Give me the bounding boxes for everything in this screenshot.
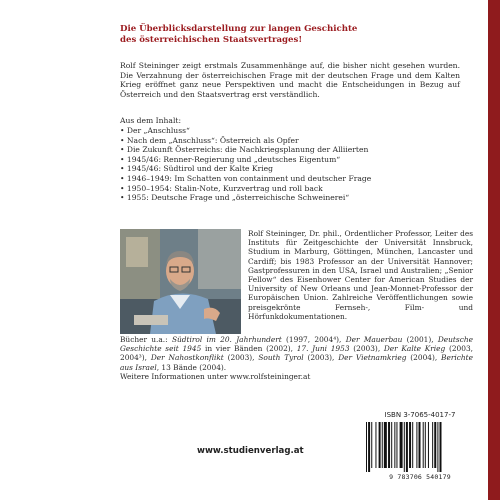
author-photo-illustration bbox=[120, 229, 241, 334]
list-item: • Die Zukunft Österreichs: die Nachkriegsplanung der Alliierten bbox=[120, 145, 369, 155]
book-title: 17. Juni 1953 bbox=[296, 344, 350, 354]
book-year: (1997, 2004⁴), bbox=[281, 335, 346, 344]
ean-digits: 9 783706 540179 bbox=[389, 473, 451, 481]
book-year: (2003, 2004³), bbox=[120, 344, 474, 363]
book-year: (2001), bbox=[402, 335, 438, 344]
heading-line-2: des österreichischen Staatsvertrages! bbox=[120, 35, 303, 45]
book-year: (2003), bbox=[223, 353, 259, 363]
author-photo bbox=[120, 229, 241, 334]
book-year: in vier Bänden (2002), bbox=[201, 344, 297, 354]
book-year: (2004), bbox=[406, 353, 442, 363]
spine-band bbox=[488, 0, 500, 500]
book-title: Berichte aus Israel bbox=[120, 353, 473, 372]
heading-line-1: Die Überblicksdarstellung zur langen Geschichte bbox=[120, 24, 358, 34]
intro-paragraph: Rolf Steininger zeigt erstmals Zusammenhänge auf, die bisher nicht gesehen wurden. Die Verzahnung der österreichischen Frage mit der deutschen Frage und dem Kalten Krieg eröffnet ganz neue Perspektiven und macht die Entscheidungen in Bezug auf Österreich und den Staatsvertrag erst verständlich. bbox=[120, 61, 460, 99]
author-books bbox=[120, 335, 473, 381]
book-title: Der Kalte Krieg bbox=[383, 344, 446, 354]
contents-list bbox=[120, 126, 460, 203]
book-year: , 13 Bände (2004). bbox=[156, 362, 227, 372]
list-item: • 1945/46: Südtirol und der Kalte Krieg bbox=[120, 164, 274, 174]
book-title: Deutsche Geschichte seit 1945 bbox=[120, 335, 473, 354]
book-year: (2003), bbox=[349, 344, 384, 354]
book-title: Südtirol im 20. Jahrhundert bbox=[171, 335, 282, 344]
isbn-number: ISBN 3-7065-4017-7 bbox=[384, 411, 456, 419]
list-item: • 1946–1949: Im Schatten von containment und deutscher Frage bbox=[120, 173, 372, 183]
list-item: • Nach dem „Anschluss“: Österreich als Opfer bbox=[120, 135, 299, 145]
book-title: Der Mauerbau bbox=[345, 335, 403, 344]
more-info-line: Weitere Informationen unter www.rolfsteininger.at bbox=[120, 371, 311, 381]
contents-title: Aus dem Inhalt: bbox=[120, 116, 182, 125]
book-title: South Tyrol bbox=[258, 353, 304, 363]
list-item: • 1945/46: Renner-Regierung und „deutsches Eigentum“ bbox=[120, 154, 341, 164]
book-year: (2003), bbox=[303, 353, 339, 363]
book-title: Der Vietnamkrieg bbox=[338, 353, 407, 363]
list-item: • 1955: Deutsche Frage und „österreichische Schweinerei“ bbox=[120, 193, 350, 203]
list-item: • Der „Anschluss“ bbox=[120, 126, 190, 135]
books-prefix: Bücher u.a.: bbox=[120, 335, 172, 344]
isbn-barcode bbox=[360, 411, 480, 486]
list-item: • 1950–1954: Stalin-Note, Kurzvertrag und roll back bbox=[120, 183, 323, 193]
book-title: Der Nahostkonflikt bbox=[150, 353, 224, 363]
author-bio: Rolf Steininger, Dr. phil., Ordentlicher Professor, Leiter des Instituts für Zeitgeschichte der Universität Innsbruck, Studium in Marburg, Göttingen, München, Lancaster und Cardiff; bis 1983 Professor an der Universität Hannover; Gastprofessuren in den USA, Israel und Australien; „Senior Fellow“ des Eisenhower Center for American Studies der University of New Orleans und Jean-Monnet-Professor der Europäischen Union. Zahlreiche Veröffentlichungen sowie preisgekrönte Fernseh-, Film- und Hörfunkdokumentationen. bbox=[248, 229, 473, 321]
barcode-icon bbox=[364, 422, 476, 472]
cover-heading bbox=[120, 24, 450, 46]
publisher-url[interactable]: www.studienverlag.at bbox=[197, 446, 304, 456]
